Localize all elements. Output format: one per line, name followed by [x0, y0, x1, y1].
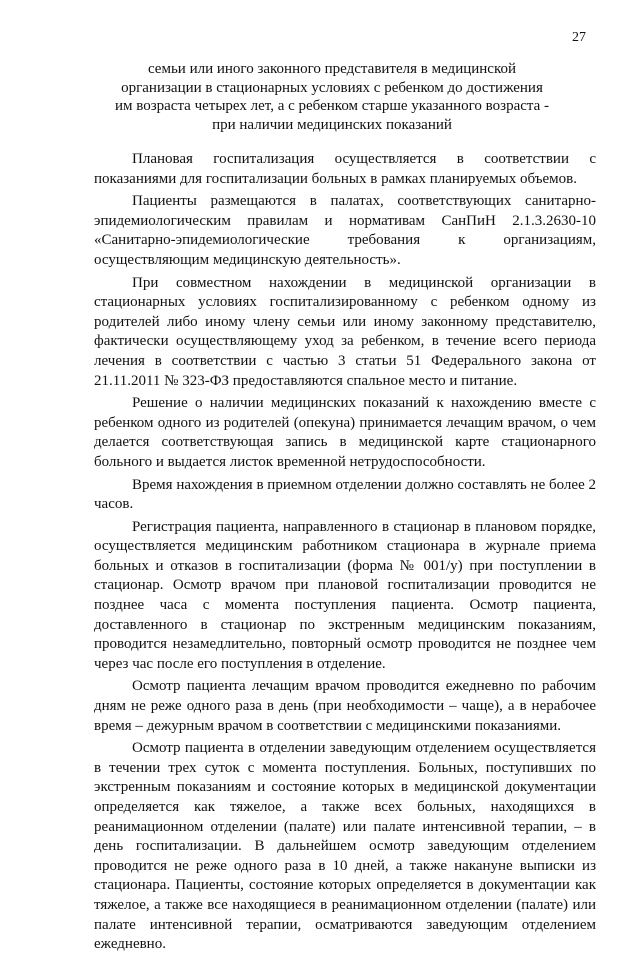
- paragraph-medical-indications: Решение о наличии медицинских показаний к нахождению вместе с ребенком одного из родителей (опекуна) принимается лечащим врачом, о чем делается соответствующая запись в медицинской карте стационарного больного и выдается листок временной нетрудоспособности.: [94, 395, 596, 470]
- document-body: [94, 150, 596, 958]
- paragraph-head-examination: Осмотр пациента в отделении заведующим отделением осуществляется в течении трех суток с момента поступления. Больных, поступивших по экстренным показаниям и состояние которых в медицинской документации определяется как тяжелое, а также всех больных, находящихся в реанимационном отделении (палате) или палате интенсивной терапии, – в день госпитализации. В дальнейшем осмотр заведующим отделением проводится не реже одного раза в 10 дней, а также накануне выписки из стационара. Пациенты, состояние которых определяется в документации как тяжелое, а также все находящиеся в реанимационном отделении (палате) или палате интенсивной терапии, осматриваются заведующим отделением ежедневно.: [94, 740, 596, 953]
- paragraph-joint-stay: При совместном нахождении в медицинской организации в стационарных условиях госпитализированному с ребенком одному из родителей либо иному члену семьи или иному законному представителю, фактически осуществляющему уход за ребенком, в течение всего периода лечения в соответствии с частью 3 статьи 51 Федерального закона от 21.11.2011 № 323-ФЗ предоставляются спальное место и питание.: [94, 274, 596, 389]
- paragraph-admission-time: Время нахождения в приемном отделении должно составлять не более 2 часов.: [94, 476, 596, 513]
- paragraph-ward-placement: Пациенты размещаются в палатах, соответствующих санитарно-эпидемиологическим правилам и нормативам СанПиН 2.1.3.2630-10 «Санитарно-эпидемиологические требования к организациям, осуществляющим медицинскую деятельность».: [94, 193, 596, 268]
- paragraph-registration: Регистрация пациента, направленного в стационар в плановом порядке, осуществляется медицинским работником стационара в журнале приема больных и отказов в госпитализации (форма № 001/у) при поступлении в стационар. Осмотр врачом при плановой госпитализации проводится не позднее часа с момента поступления пациента. Осмотр пациента, доставленного в стационар по экстренным медицинским показаниям, проводится незамедлительно, повторный осмотр проводится не позднее чем через час после его поступления в отделение.: [94, 518, 596, 672]
- page-number: 27: [572, 30, 586, 45]
- paragraph-daily-examination: Осмотр пациента лечащим врачом проводится ежедневно по рабочим дням не реже одного раза в день (при необходимости – чаще), а в нерабочее время – дежурным врачом в соответствии с медицинскими показаниями.: [94, 678, 596, 734]
- paragraph-planned-hospitalization: Плановая госпитализация осуществляется в соответствии с показаниями для госпитализации больных в рамках планируемых объемов.: [94, 151, 596, 187]
- section-heading: семьи или иного законного представителя в медицинской организации в стационарных условиях с ребенком до достижения им возраста четырех лет, а с ребенком старше указанного возраста - при наличии медицинских показаний: [114, 61, 550, 133]
